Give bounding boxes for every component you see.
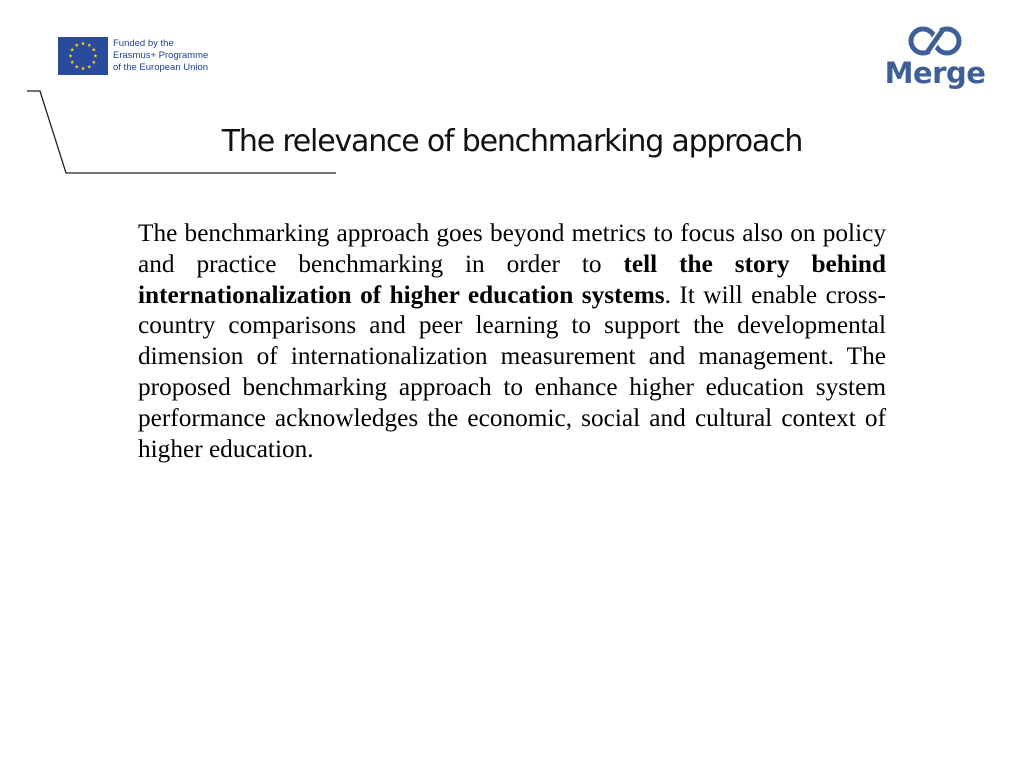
eu-funding-text	[113, 38, 208, 74]
eu-flag-icon	[58, 37, 108, 75]
infinity-icon	[907, 24, 963, 58]
body-text-part-1: The benchmarking approach goes beyond metrics to focus also on policy and practice benchmarking in order to	[138, 219, 886, 278]
eu-funding-line-3: of the European Union	[113, 62, 209, 73]
merge-wordmark: Merge	[884, 56, 986, 90]
body-text-part-2: . It will enable cross-country comparisons and peer learning to support the developmental dimension of internationalization measurement and management. The proposed benchmarking approach to enhance higher education system performance acknowledges the economic, social and cultural context of higher education.	[138, 280, 886, 463]
body-text-emphasis: tell the story behind internationalization of higher education systems	[138, 249, 886, 309]
eu-funding-line-2: Erasmus+ Programme	[113, 50, 209, 61]
slide-title: The relevance of benchmarking approach	[221, 124, 803, 159]
eu-funding-line-1: Funded by the	[113, 38, 174, 49]
eu-funding-badge	[58, 37, 208, 75]
merge-logo	[882, 24, 988, 90]
body-paragraph	[138, 218, 886, 464]
